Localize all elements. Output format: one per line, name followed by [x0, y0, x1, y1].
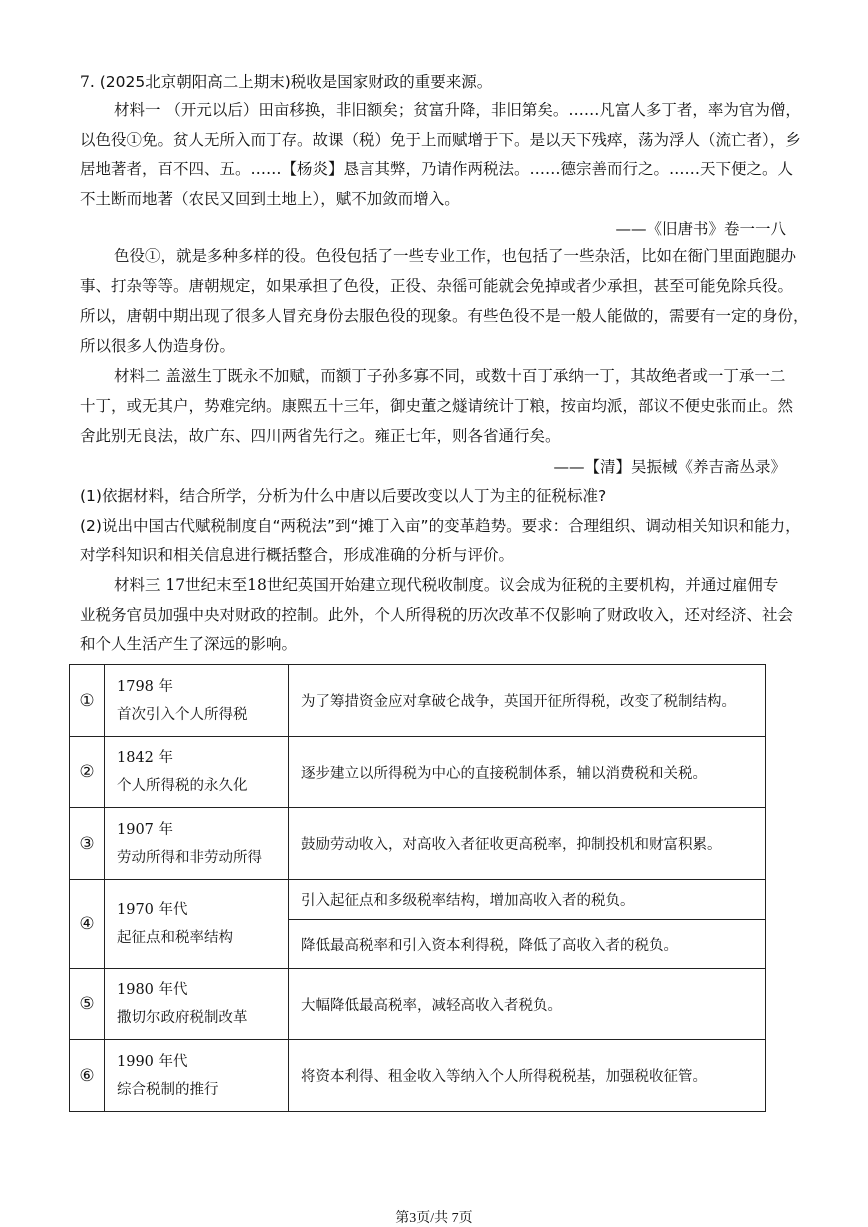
material1-line: 以色役①免。贫人无所入而丁存。故课（税）免于上而赋增于下。是以天下残瘁，荡为浮人（流亡者），乡 [80, 131, 801, 149]
row-desc: 降低最高税率和引入资本利得税，降低了高收入者的税负。 [289, 920, 766, 969]
row-year-cell [105, 808, 289, 880]
note-line: 所以，唐朝中期出现了很多人冒充身份去服色役的现象。有些色役不是一般人能做的，需要有一定的身份， [80, 307, 809, 325]
row-title: 劳动所得和非劳动所得 [117, 849, 262, 866]
question-stem: 税收是国家财政的重要来源。 [290, 73, 493, 91]
row-title: 个人所得税的永久化 [117, 778, 248, 794]
row-desc: 大幅降低最高税率，减轻高收入者税负。 [289, 969, 766, 1040]
table-row [70, 808, 766, 880]
material3-line: 和个人生活产生了深远的影响。 [80, 635, 298, 653]
row-desc: 逐步建立以所得税为中心的直接税制体系，辅以消费税和关税。 [289, 737, 766, 808]
row-title: 起征点和税率结构 [117, 930, 233, 946]
table-row [70, 880, 766, 920]
subquestion-1: (1)依据材料，结合所学，分析为什么中唐以后要改变以人丁为主的征税标准? [80, 487, 607, 505]
row-desc: 鼓励劳动收入，对高收入者征收更高税率，抑制投机和财富积累。 [289, 808, 766, 880]
subquestion-2-cont: 对学科知识和相关信息进行概括整合，形成准确的分析与评价。 [80, 546, 515, 564]
table-row [70, 969, 766, 1040]
material1-line: 不土断而地著（农民又回到土地上），赋不加敛而增入。 [80, 190, 460, 208]
material2-citation: ——【清】吴振棫《养吉斋丛录》 [553, 458, 786, 476]
row-number: ④ [70, 880, 105, 969]
question-header [80, 72, 788, 92]
row-year: 1798 年 [117, 678, 174, 695]
row-title: 首次引入个人所得税 [117, 706, 248, 723]
row-number: ② [70, 737, 105, 808]
material1-line: 居地著者，百不四、五。……【杨炎】恳言其弊，乃请作两税法。……德宗善而行之。……天下便之。人 [80, 160, 794, 178]
note-line: 所以很多人伪造身份。 [80, 337, 236, 355]
row-year-cell [105, 969, 289, 1040]
question-source: (2025北京朝阳高二上期末) [99, 73, 291, 91]
page-footer: 第3页/共 7页 [395, 1211, 473, 1226]
material1-line: 材料一 （开元以后）田亩移换，非旧额矣；贫富升降，非旧第矣。……凡富人多丁者，率为官为僧， [114, 101, 801, 119]
material2-line: 材料二 盖滋生丁既永不加赋，而额丁子孙多寡不同，或数十百丁承纳一丁，其故绝者或一丁承一二 [114, 367, 786, 385]
row-number: ⑤ [70, 969, 105, 1040]
note-line: 色役①，就是多种多样的役。色役包括了一些专业工作，也包括了一些杂活，比如在衙门里面跑腿办 [114, 247, 797, 265]
material1-citation: ——《旧唐书》卷一一八 [615, 220, 786, 238]
row-year: 1980 年代 [117, 982, 188, 998]
row-year-cell [105, 880, 289, 969]
row-desc: 为了筹措资金应对拿破仑战争，英国开征所得税，改变了税制结构。 [289, 665, 766, 737]
table-row [70, 665, 766, 737]
row-number: ① [70, 665, 105, 737]
row-year-cell [105, 737, 289, 808]
row-year: 1907 年 [117, 821, 174, 838]
subquestion-2: (2)说出中国古代赋税制度自“两税法”到“摊丁入亩”的变革趋势。要求：合理组织、调动相关知识和能力， [80, 517, 801, 535]
row-number: ③ [70, 808, 105, 880]
row-number: ⑥ [70, 1040, 105, 1112]
note-line: 事、打杂等等。唐朝规定，如果承担了色役，正役、杂徭可能就会免掉或者少承担，甚至可能免除兵役。 [80, 277, 794, 295]
row-year: 1990 年代 [117, 1053, 188, 1070]
row-title: 撒切尔政府税制改革 [117, 1010, 248, 1026]
material2-line: 舍此别无良法，故广东、四川两省先行之。雍正七年，则各省通行矣。 [80, 427, 561, 445]
row-year: 1842 年 [117, 750, 174, 766]
row-year: 1970 年代 [117, 902, 188, 918]
material3-line: 材料三 17世纪末至18世纪英国开始建立现代税收制度。议会成为征税的主要机构，并通过雇佣专 [114, 576, 779, 594]
row-desc: 引入起征点和多级税率结构，增加高收入者的税负。 [289, 880, 766, 920]
row-year-cell [105, 1040, 289, 1112]
question-number: 7. [80, 73, 95, 91]
row-title: 综合税制的推行 [117, 1081, 219, 1098]
tax-reform-table [69, 664, 766, 1112]
row-desc: 将资本利得、租金收入等纳入个人所得税税基，加强税收征管。 [289, 1040, 766, 1112]
material3-line: 业税务官员加强中央对财政的控制。此外，个人所得税的历次改革不仅影响了财政收入，还对经济、社会 [80, 606, 794, 624]
table-row [70, 1040, 766, 1112]
material2-line: 十丁，或无其户，势难完纳。康熙五十三年，御史董之燧请统计丁粮，按亩均派，部议不便史张而止。然 [80, 397, 794, 415]
table-row [70, 737, 766, 808]
row-year-cell [105, 665, 289, 737]
